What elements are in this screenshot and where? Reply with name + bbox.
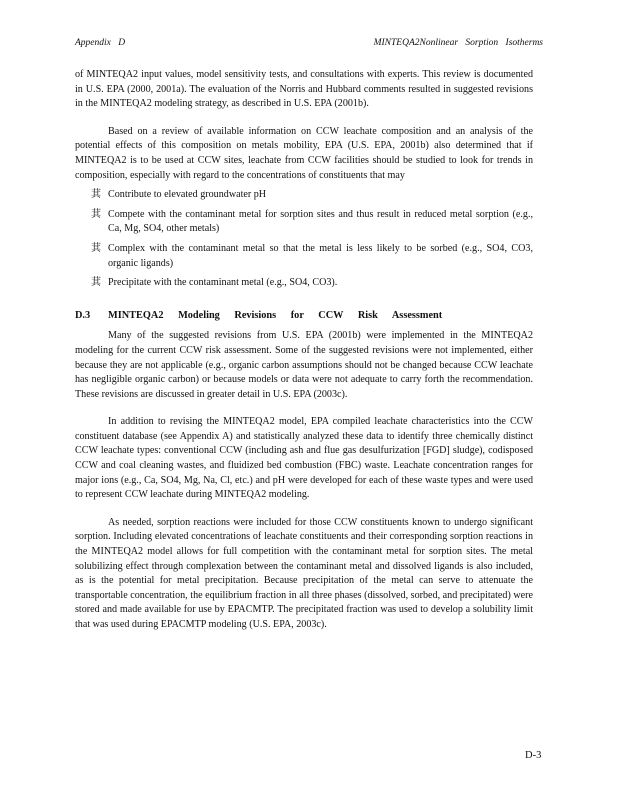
page-body <box>75 68 533 633</box>
header-right: MINTEQA2Nonlinear Sorption Isotherms <box>373 38 543 48</box>
header-left: Appendix D <box>75 38 126 48</box>
page-number: D-3 <box>525 750 542 761</box>
paragraph-review: of MINTEQA2 input values, model sensitivity tests, and consultations with experts. This review is documented in U.S. EPA (2000, 2001a). The evaluation of the Norris and Hubbard comments resulted in suggested revisions in the MINTEQA2 modeling strategy, as described in U.S. EPA (2001b). <box>75 69 533 110</box>
section-title: MINTEQA2 Modeling Revisions for CCW Risk Assessment <box>108 309 443 321</box>
section-number: D.3 <box>75 309 91 321</box>
list-item: 萁 Complex with the contaminant metal so that the metal is less likely to be sorbed (e.g., SO4, CO3, organic ligands) <box>91 242 533 269</box>
list-item: 萁 Compete with the contaminant metal for sorption sites and thus result in reduced metal sorption (e.g., Ca, Mg, SO4, other metals) <box>91 208 533 235</box>
paragraph-revisions: Many of the suggested revisions from U.S. EPA (2001b) were implemented in the MINTEQA2 modeling for the current CCW risk assessment. Some of the suggested revisions were not implemented, either because they are not applicable (e.g., organic carbon assumptions should not be changed because CCW leachate has negligible organic carbon) or because models or data were not adequate to carry forth the recommendation. These revisions are discussed in greater detail in U.S. EPA (2003c). <box>75 330 533 400</box>
paragraph-leachate-types: In addition to revising the MINTEQA2 model, EPA compiled leachate characteristics into the CCW constituent database (see Appendix A) and statistically analyzed these data to identify three chemically distinct CCW leachate types: conventional CCW (including ash and flue gas desulfurization [FGD] sludge), codisposed CCW and coal cleaning wastes, and fluidized bed combustion (FBC) waste. Leachate concentration ranges for major ions (e.g., Ca, SO4, Mg, Na, Cl, etc.) and pH were developed for each of these waste types and were used to represent CCW leachate during MINTEQA2 modeling. <box>75 416 533 501</box>
bullet-icon: 萁 <box>91 242 101 254</box>
paragraph-composition: Based on a review of available information on CCW leachate composition and an analysis of the potential effects of this composition on metals mobility, EPA (U.S. EPA, 2001b) also determined that if MINTEQA2 is to be used at CCW sites, leachate from CCW facilities should be studied to look for trends in composition, especially with regard to the concentrations of constituents that may <box>75 125 533 181</box>
running-header <box>75 38 543 52</box>
constituent-effects-list <box>75 188 533 291</box>
list-item: 萁 Contribute to elevated groundwater pH <box>75 188 533 203</box>
bullet-icon: 萁 <box>91 277 101 289</box>
paragraph-sorption: As needed, sorption reactions were included for those CCW constituents known to undergo significant sorption. Including elevated concentrations of leachate constituents and their corresponding sorption reactions in the MINTEQA2 model allows for full competition with the contaminant metal for sorption sites. The metal solubilizing effect through complexation between the contaminant metal and dissolved ligands is also included, as is the potential for metal precipitation. Because precipitation of the metal can serve to attenuate the transportable concentration, the equilibrium fraction in all three phases (dissolved, sorbed, and precipitated) were stored and made available for use by EPACMTP. The precipitated fraction was used to develop a solubility limit that was used during EPACMTP modeling (U.S. EPA, 2003c). <box>75 516 533 630</box>
list-item: 萁 Precipitate with the contaminant metal (e.g., SO4, CO3). <box>75 276 533 291</box>
section-heading <box>75 309 533 324</box>
bullet-icon: 萁 <box>91 208 101 220</box>
bullet-icon: 萁 <box>91 189 101 201</box>
